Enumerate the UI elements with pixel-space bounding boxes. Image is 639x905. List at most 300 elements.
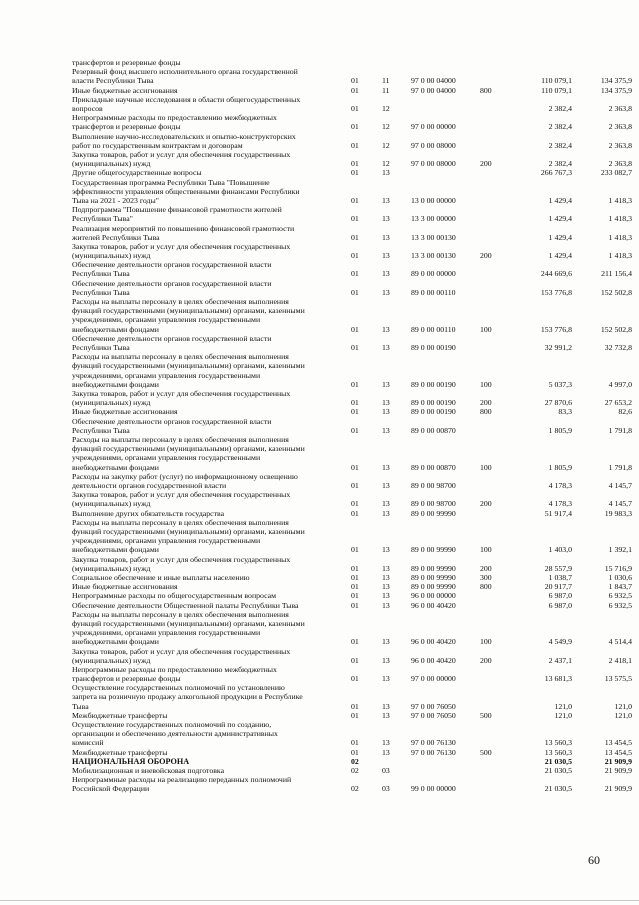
subsection-code: 13 bbox=[382, 481, 390, 490]
subsection-code: 13 bbox=[382, 398, 390, 408]
row-name-line: Выполнение научно-исследовательских и опытно-конструкторских bbox=[72, 131, 296, 141]
row-name-line: НАЦИОНАЛЬНАЯ ОБОРОНА bbox=[72, 756, 190, 766]
row-name bbox=[72, 86, 344, 95]
row-name-line: Непрограммные расходы по общегосударственным вопросам bbox=[72, 591, 277, 601]
subsection-code: 13 bbox=[382, 214, 390, 224]
row-name-line: учреждениями, органами управления государственными bbox=[72, 628, 261, 638]
amount-year-1: 1 805,9 bbox=[548, 425, 572, 435]
amount-year-2: 15 716,9 bbox=[604, 563, 632, 573]
row-name bbox=[72, 591, 344, 600]
row-name bbox=[72, 435, 344, 472]
section-code: 01 bbox=[351, 508, 359, 518]
amount-year-1: 32 991,2 bbox=[544, 343, 572, 353]
amount-year-2: 21 909,9 bbox=[604, 784, 632, 794]
row-name-line: власти Республики Тыва bbox=[72, 76, 154, 86]
amount-year-2: 6 932,5 bbox=[608, 591, 632, 601]
row-name bbox=[72, 67, 344, 85]
amount-year-2: 4 145,7 bbox=[608, 499, 632, 509]
row-name bbox=[72, 178, 344, 206]
subsection-code: 03 bbox=[382, 784, 390, 794]
row-name bbox=[72, 168, 344, 177]
section-code: 02 bbox=[351, 756, 359, 766]
row-name bbox=[72, 113, 344, 131]
table-row bbox=[0, 610, 639, 647]
table-row bbox=[0, 150, 639, 168]
amount-year-2: 4 997,0 bbox=[608, 379, 632, 389]
page-edge-divider bbox=[0, 900, 639, 901]
subsection-code: 13 bbox=[382, 324, 390, 334]
row-name-line: деятельности органов государственной власти bbox=[72, 481, 227, 490]
row-name bbox=[72, 260, 344, 278]
amount-year-1: 1 429,4 bbox=[548, 251, 572, 261]
row-name-line: Социальное обеспечение и иные выплаты населению bbox=[72, 572, 250, 582]
row-name bbox=[72, 472, 344, 490]
expense-type-code: 200 bbox=[480, 159, 492, 169]
expense-type-code: 800 bbox=[480, 85, 492, 95]
subsection-code: 13 bbox=[382, 600, 390, 610]
amount-year-1: 121,0 bbox=[554, 710, 572, 720]
target-article-code: 89 0 00 00190 bbox=[411, 398, 456, 408]
target-article-code: 89 0 00 00870 bbox=[411, 462, 456, 472]
section-code: 01 bbox=[351, 747, 359, 757]
table-row bbox=[0, 334, 639, 352]
section-code: 01 bbox=[351, 168, 359, 178]
target-article-code: 97 0 00 08000 bbox=[411, 140, 456, 150]
target-article-code: 89 0 00 00000 bbox=[411, 269, 456, 279]
expense-type-code: 800 bbox=[480, 582, 492, 592]
amount-year-1: 110 079,1 bbox=[541, 85, 572, 95]
table-row bbox=[0, 279, 639, 297]
section-code: 01 bbox=[351, 572, 359, 582]
amount-year-1: 4 178,3 bbox=[548, 481, 572, 490]
section-code: 01 bbox=[351, 462, 359, 472]
amount-year-1: 2 382,4 bbox=[548, 122, 572, 132]
subsection-code: 13 bbox=[382, 591, 390, 601]
row-name-line: Осуществление государственных полномочий по установлению bbox=[72, 683, 285, 693]
amount-year-1: 2 382,4 bbox=[548, 103, 572, 113]
amount-year-2: 1 392,1 bbox=[608, 545, 632, 555]
row-name bbox=[72, 407, 344, 416]
target-article-code: 89 0 00 99990 bbox=[411, 563, 456, 573]
table-row bbox=[0, 178, 639, 206]
row-name-line: Обеспечение деятельности органов государственной власти bbox=[72, 278, 272, 288]
row-name bbox=[72, 711, 344, 720]
target-article-code: 89 0 00 00870 bbox=[411, 425, 456, 435]
amount-year-1: 1 429,4 bbox=[548, 195, 572, 205]
row-name-line: Обеспечение деятельности органов государственной власти bbox=[72, 333, 272, 343]
section-code: 01 bbox=[351, 600, 359, 610]
row-name-line: Обеспечение деятельности органов государственной власти bbox=[72, 416, 272, 426]
amount-year-2: 134 375,9 bbox=[600, 76, 632, 86]
row-name-line: (муниципальных) нужд bbox=[72, 159, 151, 169]
amount-year-2: 6 932,5 bbox=[608, 600, 632, 610]
section-code: 01 bbox=[351, 674, 359, 684]
amount-year-2: 2 363,8 bbox=[608, 140, 632, 150]
expense-type-code: 100 bbox=[480, 324, 492, 334]
section-code: 02 bbox=[351, 766, 359, 776]
section-code: 01 bbox=[351, 637, 359, 647]
amount-year-2: 1 843,7 bbox=[608, 582, 632, 592]
subsection-code: 12 bbox=[382, 159, 390, 169]
row-name bbox=[72, 389, 344, 407]
target-article-code: 96 0 00 40420 bbox=[411, 655, 456, 665]
row-name-line: Закупка товаров, работ и услуг для обеспечения государственных bbox=[72, 490, 291, 500]
table-row bbox=[0, 775, 639, 793]
row-name bbox=[72, 601, 344, 610]
row-name-line: вопросов bbox=[72, 103, 103, 113]
amount-year-1: 1 038,7 bbox=[548, 572, 572, 582]
section-code: 01 bbox=[351, 425, 359, 435]
row-name-line: жителей Республики Тыва bbox=[72, 232, 160, 242]
target-article-code: 13 0 00 00000 bbox=[411, 195, 456, 205]
row-name-line: учреждениями, органами управления государственными bbox=[72, 315, 261, 325]
subsection-code: 13 bbox=[382, 710, 390, 720]
row-name-line: внебюджетными фондами bbox=[72, 462, 159, 472]
subsection-code: 12 bbox=[382, 122, 390, 132]
row-name-line: Межбюджетные трансферты bbox=[72, 710, 168, 720]
table-row bbox=[0, 766, 639, 775]
row-name-line: трансфертов и резервные фонды bbox=[72, 58, 181, 67]
row-name-line: Закупка товаров, работ и услуг для обеспечения государственных bbox=[72, 554, 291, 564]
table-row bbox=[0, 67, 639, 85]
target-article-code: 96 0 00 00000 bbox=[411, 591, 456, 601]
amount-year-2: 121,0 bbox=[614, 701, 632, 711]
target-article-code: 13 3 00 00130 bbox=[411, 232, 456, 242]
page-number: 60 bbox=[588, 853, 600, 867]
row-name-line: Расходы на выплаты персоналу в целях обеспечения выполнения bbox=[72, 517, 289, 527]
row-name-line: внебюджетными фондами bbox=[72, 637, 159, 647]
table-row bbox=[0, 748, 639, 757]
amount-year-1: 153 776,8 bbox=[540, 324, 572, 334]
row-name-line: Расходы на выплаты персоналу в целях обеспечения выполнения bbox=[72, 297, 289, 307]
row-name bbox=[72, 224, 344, 242]
row-name-line: Тыва bbox=[72, 701, 89, 711]
row-name-line: функций государственными (муниципальными) органами, казенными bbox=[72, 526, 305, 536]
section-code: 01 bbox=[351, 287, 359, 297]
row-name bbox=[72, 518, 344, 555]
section-code: 01 bbox=[351, 738, 359, 748]
row-name-line: Республики Тыва" bbox=[72, 214, 133, 224]
amount-year-1: 21 030,5 bbox=[544, 756, 572, 766]
target-article-code: 97 0 00 04000 bbox=[411, 85, 456, 95]
amount-year-2: 1 030,6 bbox=[608, 572, 632, 582]
subsection-code: 13 bbox=[382, 655, 390, 665]
amount-year-2: 2 363,8 bbox=[608, 122, 632, 132]
amount-year-1: 20 917,7 bbox=[544, 582, 572, 592]
table-row bbox=[0, 665, 639, 683]
row-name bbox=[72, 279, 344, 297]
row-name-line: Республики Тыва bbox=[72, 425, 130, 435]
row-name-line: (муниципальных) нужд bbox=[72, 398, 151, 408]
row-name-line: Выполнение других обязательств государства bbox=[72, 508, 225, 518]
amount-year-1: 5 037,3 bbox=[548, 379, 572, 389]
amount-year-1: 2 382,4 bbox=[548, 140, 572, 150]
section-code: 01 bbox=[351, 591, 359, 601]
amount-year-1: 1 429,4 bbox=[548, 214, 572, 224]
target-article-code: 97 0 00 76050 bbox=[411, 701, 456, 711]
subsection-code: 13 bbox=[382, 637, 390, 647]
section-code: 01 bbox=[351, 481, 359, 490]
row-name bbox=[72, 242, 344, 260]
target-article-code: 99 0 00 00000 bbox=[411, 784, 456, 794]
expense-type-code: 200 bbox=[480, 251, 492, 261]
amount-year-1: 1 429,4 bbox=[548, 232, 572, 242]
row-name bbox=[72, 720, 344, 748]
subsection-code: 13 bbox=[382, 701, 390, 711]
target-article-code: 96 0 00 40420 bbox=[411, 637, 456, 647]
section-code: 01 bbox=[351, 195, 359, 205]
target-article-code: 89 0 00 99990 bbox=[411, 508, 456, 518]
table-row bbox=[0, 472, 639, 490]
table-row bbox=[0, 509, 639, 518]
target-article-code: 89 0 00 99990 bbox=[411, 545, 456, 555]
section-code: 02 bbox=[351, 784, 359, 794]
target-article-code: 97 0 00 76130 bbox=[411, 747, 456, 757]
section-code: 01 bbox=[351, 324, 359, 334]
row-name bbox=[72, 757, 344, 766]
subsection-code: 13 bbox=[382, 195, 390, 205]
row-name-line: комиссий bbox=[72, 738, 104, 748]
section-code: 01 bbox=[351, 563, 359, 573]
row-name-line: Подпрограмма "Повышение финансовой грамотности жителей bbox=[72, 205, 282, 215]
row-name-line: Тыва на 2021 - 2023 годы" bbox=[72, 195, 159, 205]
row-name-line: учреждениями, органами управления государственными bbox=[72, 453, 261, 463]
amount-year-2: 1 418,3 bbox=[608, 251, 632, 261]
row-name bbox=[72, 766, 344, 775]
table-row bbox=[0, 720, 639, 748]
table-row bbox=[0, 95, 639, 113]
amount-year-2: 152 502,8 bbox=[600, 324, 632, 334]
table-row bbox=[0, 224, 639, 242]
row-name-line: учреждениями, органами управления государственными bbox=[72, 536, 261, 546]
target-article-code: 97 0 00 04000 bbox=[411, 76, 456, 86]
amount-year-2: 1 418,3 bbox=[608, 214, 632, 224]
row-name-line: Обеспечение деятельности Общественной палаты Республики Тыва bbox=[72, 600, 299, 610]
table-row bbox=[0, 260, 639, 278]
table-row bbox=[0, 591, 639, 600]
row-name-line: (муниципальных) нужд bbox=[72, 499, 151, 509]
target-article-code: 89 0 00 00110 bbox=[411, 324, 456, 334]
subsection-code: 11 bbox=[382, 85, 390, 95]
row-name-line: функций государственными (муниципальными) органами, казенными bbox=[72, 306, 305, 316]
amount-year-2: 1 791,8 bbox=[608, 425, 632, 435]
target-article-code: 13 3 00 00130 bbox=[411, 251, 456, 261]
target-article-code: 97 0 00 76130 bbox=[411, 738, 456, 748]
target-article-code: 89 0 00 00110 bbox=[411, 287, 456, 297]
section-code: 01 bbox=[351, 379, 359, 389]
budget-table bbox=[0, 58, 639, 794]
expense-type-code: 100 bbox=[480, 545, 492, 555]
row-name-line: Иные бюджетные ассигнования bbox=[72, 407, 178, 417]
row-name bbox=[72, 132, 344, 150]
expense-type-code: 200 bbox=[480, 655, 492, 665]
amount-year-2: 4 145,7 bbox=[608, 481, 632, 490]
amount-year-2: 233 082,7 bbox=[600, 168, 632, 178]
section-code: 01 bbox=[351, 85, 359, 95]
subsection-code: 13 bbox=[382, 582, 390, 592]
row-name bbox=[72, 150, 344, 168]
subsection-code: 13 bbox=[382, 425, 390, 435]
section-code: 01 bbox=[351, 545, 359, 555]
subsection-code: 12 bbox=[382, 140, 390, 150]
table-row bbox=[0, 573, 639, 582]
amount-year-2: 19 983,3 bbox=[604, 508, 632, 518]
subsection-code: 13 bbox=[382, 168, 390, 178]
amount-year-2: 1 418,3 bbox=[608, 232, 632, 242]
expense-type-code: 200 bbox=[480, 499, 492, 509]
subsection-code: 03 bbox=[382, 766, 390, 776]
row-name-line: работ по государственным контрактам и договорам bbox=[72, 140, 243, 150]
amount-year-2: 2 418,1 bbox=[608, 655, 632, 665]
row-name-line: функций государственными (муниципальными) органами, казенными bbox=[72, 618, 305, 628]
table-row bbox=[0, 683, 639, 711]
amount-year-1: 153 776,8 bbox=[540, 287, 572, 297]
row-name-line: Закупка товаров, работ и услуг для обеспечения государственных bbox=[72, 149, 291, 159]
table-row bbox=[0, 297, 639, 334]
row-name bbox=[72, 58, 344, 67]
expense-type-code: 100 bbox=[480, 637, 492, 647]
row-name bbox=[72, 683, 344, 711]
amount-year-2: 4 514,4 bbox=[608, 637, 632, 647]
row-name bbox=[72, 573, 344, 582]
row-name-line: Расходы на выплаты персоналу в целях обеспечения выполнения bbox=[72, 435, 289, 445]
target-article-code: 89 0 00 98700 bbox=[411, 481, 456, 490]
amount-year-2: 13 575,5 bbox=[604, 674, 632, 684]
table-row bbox=[0, 582, 639, 591]
table-row bbox=[0, 58, 639, 67]
row-name-line: Мобилизационная и вневойсковая подготовка bbox=[72, 766, 225, 776]
section-code: 01 bbox=[351, 122, 359, 132]
row-name bbox=[72, 555, 344, 573]
row-name-line: трансфертов и резервные фонды bbox=[72, 122, 181, 132]
row-name bbox=[72, 297, 344, 334]
row-name-line: Реализация мероприятий по повышению финансовой грамотности bbox=[72, 223, 295, 233]
amount-year-1: 121,0 bbox=[554, 701, 572, 711]
target-article-code: 97 0 00 08000 bbox=[411, 159, 456, 169]
amount-year-2: 1 418,3 bbox=[608, 195, 632, 205]
table-row bbox=[0, 711, 639, 720]
subsection-code: 13 bbox=[382, 269, 390, 279]
row-name-line: Непрограммные расходы по предоставлению межбюджетных bbox=[72, 664, 277, 674]
target-article-code: 89 0 00 98700 bbox=[411, 499, 456, 509]
expense-type-code: 500 bbox=[480, 710, 492, 720]
row-name bbox=[72, 95, 344, 113]
table-row bbox=[0, 389, 639, 407]
expense-type-code: 200 bbox=[480, 398, 492, 408]
section-code: 01 bbox=[351, 407, 359, 417]
amount-year-2: 1 791,8 bbox=[608, 462, 632, 472]
row-name-line: трансфертов и резервные фонды bbox=[72, 674, 181, 684]
row-name-line: Закупка товаров, работ и услуг для обеспечения государственных bbox=[72, 646, 291, 656]
section-code: 01 bbox=[351, 159, 359, 169]
expense-type-code: 200 bbox=[480, 563, 492, 573]
row-name-line: Закупка товаров, работ и услуг для обеспечения государственных bbox=[72, 389, 291, 399]
row-name-line: Осуществление государственных полномочий по созданию, bbox=[72, 720, 272, 730]
table-row bbox=[0, 435, 639, 472]
expense-type-code: 300 bbox=[480, 572, 492, 582]
amount-year-1: 266 767,3 bbox=[540, 168, 572, 178]
subsection-code: 13 bbox=[382, 747, 390, 757]
table-row bbox=[0, 113, 639, 131]
amount-year-2: 27 653,2 bbox=[604, 398, 632, 408]
target-article-code: 89 0 00 00190 bbox=[411, 343, 456, 353]
section-code: 01 bbox=[351, 103, 359, 113]
amount-year-2: 211 156,4 bbox=[601, 269, 632, 279]
row-name-line: Непрограммные расходы на реализацию переданных полномочий bbox=[72, 775, 292, 785]
row-name-line: Расходы на выплаты персоналу в целях обеспечения выполнения bbox=[72, 609, 289, 619]
section-code: 01 bbox=[351, 701, 359, 711]
row-name bbox=[72, 417, 344, 435]
amount-year-1: 4 178,3 bbox=[548, 499, 572, 509]
target-article-code: 89 0 00 99990 bbox=[411, 572, 456, 582]
expense-type-code: 100 bbox=[480, 462, 492, 472]
amount-year-2: 2 363,8 bbox=[608, 159, 632, 169]
row-name-line: Республики Тыва bbox=[72, 343, 130, 353]
section-code: 01 bbox=[351, 343, 359, 353]
table-row bbox=[0, 205, 639, 223]
row-name bbox=[72, 775, 344, 793]
subsection-code: 13 bbox=[382, 572, 390, 582]
section-code: 01 bbox=[351, 214, 359, 224]
table-row bbox=[0, 352, 639, 389]
subsection-code: 13 bbox=[382, 508, 390, 518]
amount-year-2: 134 375,9 bbox=[600, 85, 632, 95]
subsection-code: 13 bbox=[382, 674, 390, 684]
amount-year-1: 13 560,3 bbox=[544, 747, 572, 757]
row-name-line: Резервный фонд высшего исполнительного органа государственной bbox=[72, 67, 298, 77]
row-name-line: организации и обеспечению деятельности административных bbox=[72, 729, 278, 739]
subsection-code: 13 bbox=[382, 563, 390, 573]
row-name bbox=[72, 334, 344, 352]
target-article-code: 97 0 00 00000 bbox=[411, 122, 456, 132]
row-name-line: Закупка товаров, работ и услуг для обеспечения государственных bbox=[72, 241, 291, 251]
amount-year-2: 2 363,8 bbox=[608, 103, 632, 113]
row-name-line: внебюджетными фондами bbox=[72, 324, 159, 334]
amount-year-1: 244 669,6 bbox=[540, 269, 572, 279]
table-row bbox=[0, 555, 639, 573]
section-code: 01 bbox=[351, 499, 359, 509]
amount-year-1: 4 549,9 bbox=[548, 637, 572, 647]
row-name bbox=[72, 490, 344, 508]
amount-year-1: 51 917,4 bbox=[544, 508, 572, 518]
amount-year-1: 2 382,4 bbox=[548, 159, 572, 169]
table-row bbox=[0, 242, 639, 260]
section-code: 01 bbox=[351, 232, 359, 242]
amount-year-2: 152 502,8 bbox=[600, 287, 632, 297]
row-name bbox=[72, 748, 344, 757]
row-name-line: запрета на розничную продажу алкогольной продукции в Республике bbox=[72, 692, 303, 702]
row-name bbox=[72, 205, 344, 223]
row-name-line: Непрограммные расходы по предоставлению межбюджетных bbox=[72, 113, 277, 123]
section-code: 01 bbox=[351, 269, 359, 279]
row-name-line: внебюджетными фондами bbox=[72, 545, 159, 555]
section-code: 01 bbox=[351, 655, 359, 665]
amount-year-2: 82,6 bbox=[618, 407, 632, 417]
expense-type-code: 100 bbox=[480, 379, 492, 389]
row-name-line: Российской Федерации bbox=[72, 784, 150, 794]
row-name bbox=[72, 647, 344, 665]
section-code: 01 bbox=[351, 251, 359, 261]
amount-year-1: 110 079,1 bbox=[541, 76, 572, 86]
subsection-code: 13 bbox=[382, 343, 390, 353]
subsection-code: 12 bbox=[382, 103, 390, 113]
row-name-line: учреждениями, органами управления государственными bbox=[72, 370, 261, 380]
row-name bbox=[72, 509, 344, 518]
row-name-line: Другие общегосударственные вопросы bbox=[72, 168, 202, 178]
row-name-line: внебюджетными фондами bbox=[72, 379, 159, 389]
target-article-code: 97 0 00 00000 bbox=[411, 674, 456, 684]
amount-year-2: 32 732,8 bbox=[604, 343, 632, 353]
